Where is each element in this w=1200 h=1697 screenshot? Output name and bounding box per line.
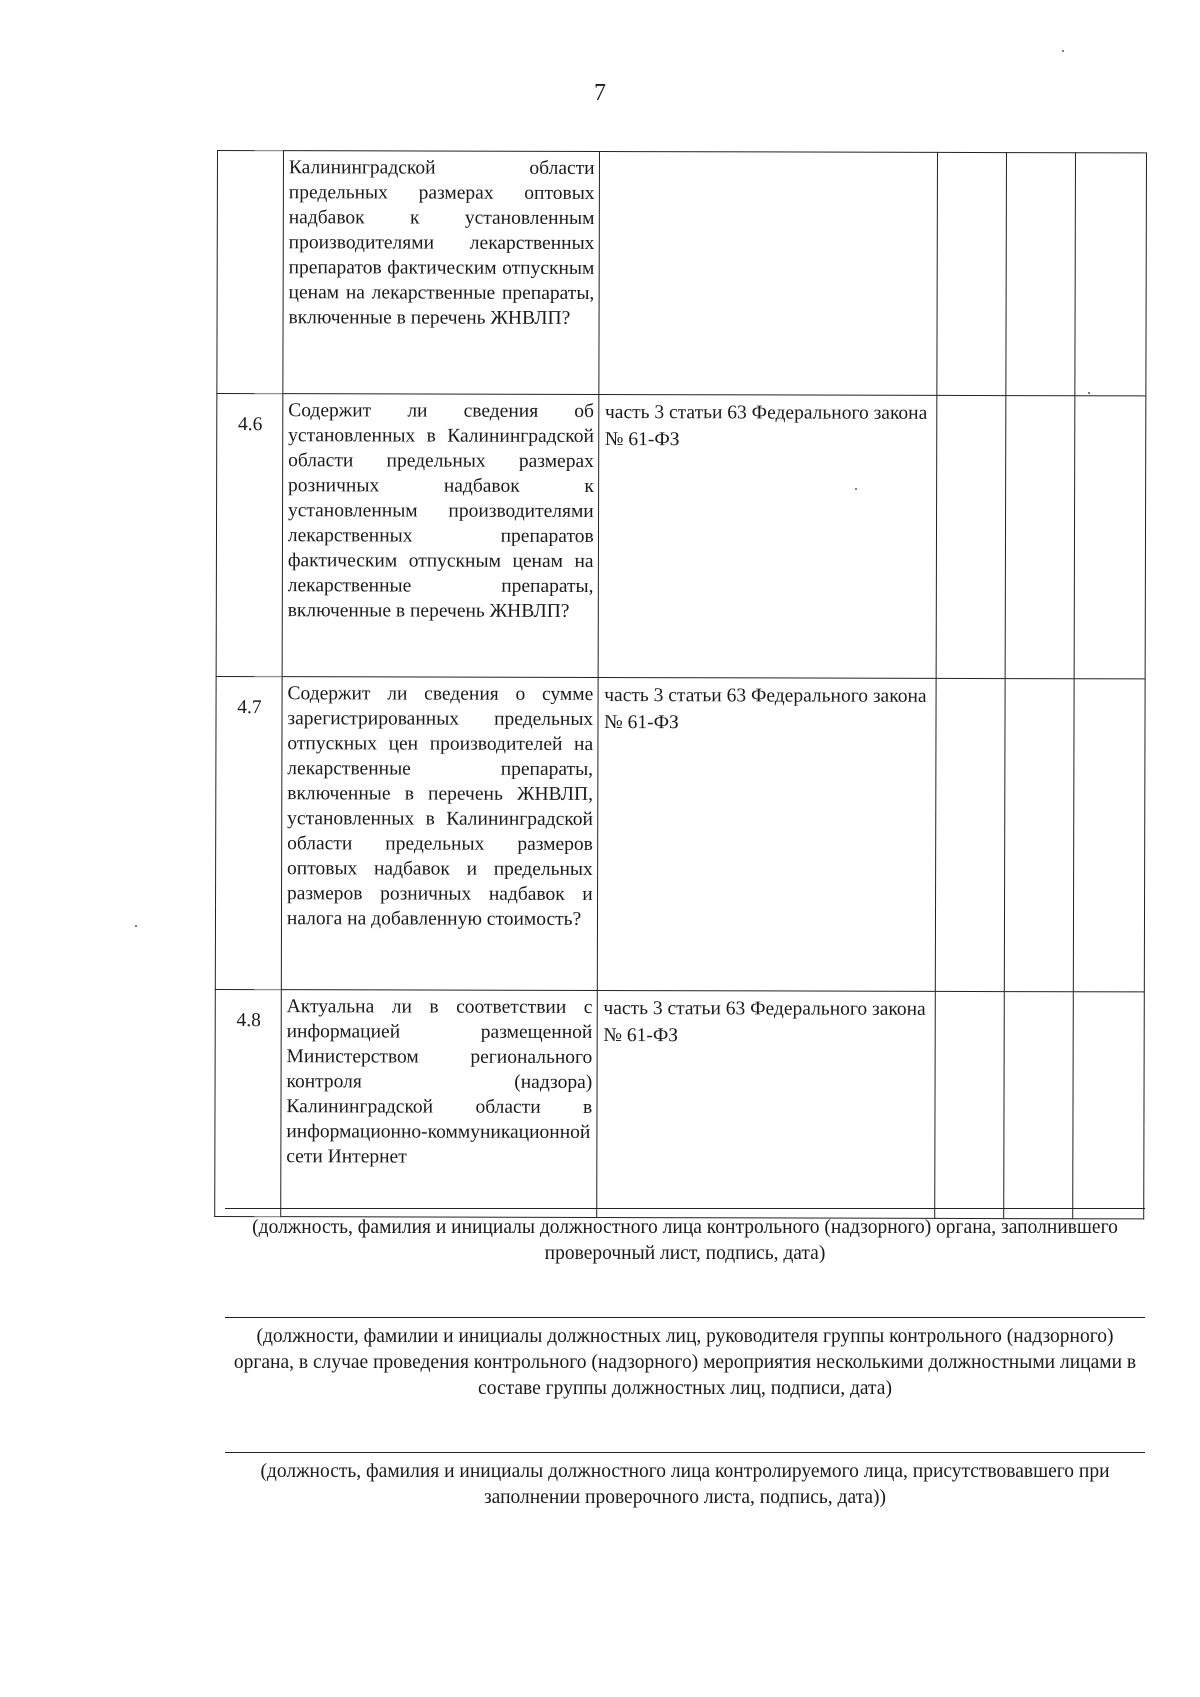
signature-block-controlled bbox=[225, 1452, 1145, 1511]
question-cell: Содержит ли сведения об установленных в Калининградской области предельных размерах розничных надбавок к установленным производителями лекарственных препаратов фактическим отпускным ценам на лекарственные препараты, включенные в перечень ЖНВЛП? bbox=[282, 394, 598, 678]
legal-basis-cell: часть 3 статьи 63 Федерального закона № 61-ФЗ bbox=[598, 394, 937, 678]
signature-caption: (должность, фамилия и инициалы должностного лица контрольного (надзорного) органа, заполнившего проверочный лист, подпись, дата) bbox=[252, 1217, 1118, 1264]
question-cell: Актуальна ли в соответствии с информацией размещенной Министерством регионального контроля (надзора) Калининградской области в информационно-коммуникационной сети Интернет bbox=[281, 990, 597, 1218]
scan-speck bbox=[855, 488, 857, 490]
table-row bbox=[215, 989, 1145, 1218]
answer-cell-no bbox=[1004, 679, 1074, 992]
answer-cell-yes bbox=[935, 991, 1004, 1218]
row-number bbox=[217, 151, 284, 394]
legal-basis-cell bbox=[599, 152, 938, 396]
table-row bbox=[216, 394, 1146, 679]
question-cell: Калининградской области предельных размерах оптовых надбавок к установленным производителями лекарственных препаратов фактическим отпускным ценам на лекарственные препараты, включенные в перечень ЖНВЛП? bbox=[283, 151, 599, 395]
scan-speck bbox=[1062, 50, 1064, 52]
table-row bbox=[215, 676, 1145, 991]
row-number: 4.6 bbox=[216, 394, 283, 677]
signature-block-inspector bbox=[225, 1208, 1145, 1267]
answer-cell-yes bbox=[937, 152, 1007, 395]
answer-cell-na bbox=[1073, 679, 1145, 992]
signature-caption: (должность, фамилия и инициалы должностного лица контролируемого лица, присутствовавшего при заполнении проверочного листа, подпись, дата)) bbox=[260, 1461, 1110, 1508]
signature-line bbox=[225, 1452, 1145, 1453]
legal-basis-cell: часть 3 статьи 63 Федерального закона № 61-ФЗ bbox=[596, 990, 935, 1218]
page-number: 7 bbox=[594, 80, 606, 106]
answer-cell-na bbox=[1074, 396, 1146, 679]
row-number: 4.8 bbox=[215, 989, 282, 1216]
signature-block-group bbox=[225, 1317, 1145, 1402]
answer-cell-no bbox=[1004, 992, 1073, 1219]
table-row bbox=[217, 151, 1147, 396]
answer-cell-no bbox=[1005, 396, 1075, 679]
answer-cell-no bbox=[1006, 153, 1076, 396]
scan-speck bbox=[1088, 392, 1090, 394]
legal-basis-cell: часть 3 статьи 63 Федерального закона № 61-ФЗ bbox=[597, 677, 936, 991]
answer-cell-na bbox=[1075, 153, 1147, 396]
question-cell: Содержит ли сведения о сумме зарегистрированных предельных отпускных цен производителей на лекарственные препараты, включенные в перечень ЖНВЛП, установленных в Калининградской области предельных размеров оптовых надбавок и предельных размеров розничных надбавок и налога на добавленную стоимость? bbox=[281, 677, 598, 991]
signature-line bbox=[225, 1208, 1145, 1209]
checklist-table bbox=[214, 150, 1147, 1219]
row-number: 4.7 bbox=[215, 676, 282, 989]
answer-cell-yes bbox=[936, 678, 1006, 991]
scan-speck bbox=[135, 925, 137, 927]
signature-line bbox=[225, 1317, 1145, 1318]
answer-cell-yes bbox=[936, 395, 1006, 678]
signature-caption: (должности, фамилии и инициалы должностных лиц, руководителя группы контрольного (надзорного) органа, в случае проведения контрольного (надзорного) мероприятия несколькими должностными лицами в составе группы должностных лиц, подписи, дата) bbox=[233, 1326, 1137, 1399]
answer-cell-na bbox=[1073, 992, 1145, 1219]
